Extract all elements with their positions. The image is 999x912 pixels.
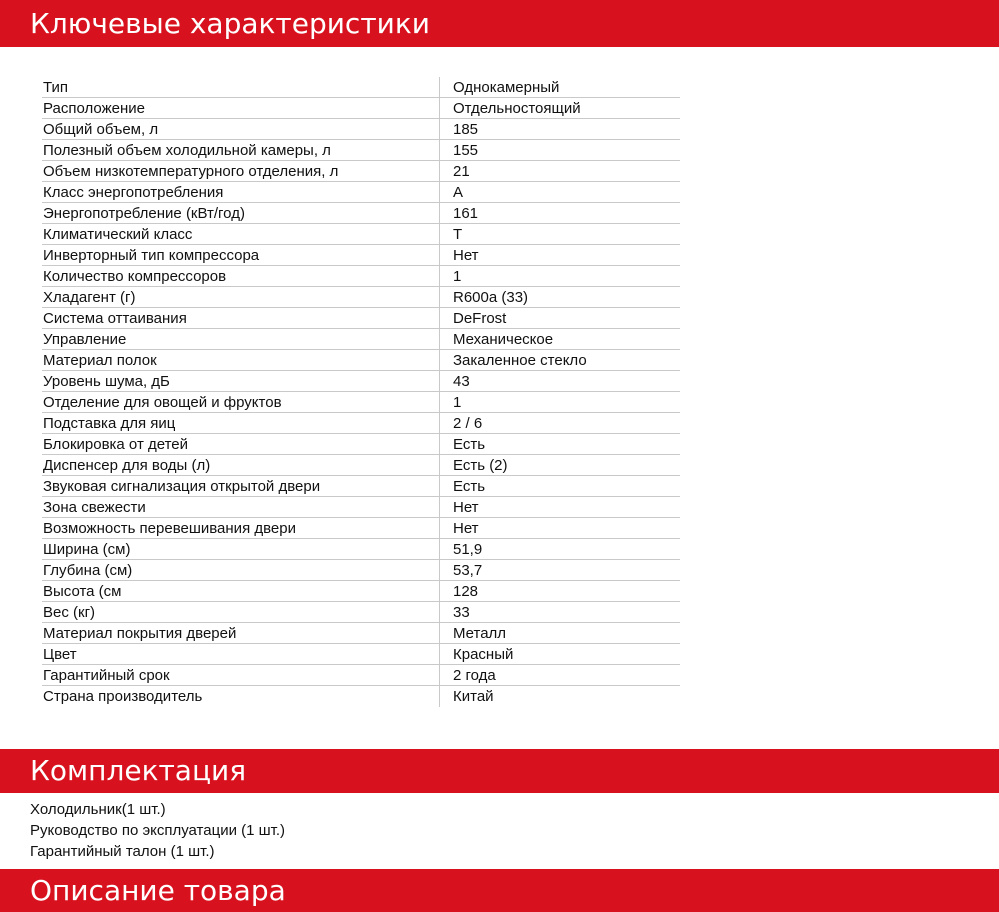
spec-label: Глубина (см) bbox=[42, 560, 439, 581]
spec-row bbox=[42, 413, 680, 434]
spec-value: 51,9 bbox=[439, 539, 680, 560]
spec-label: Страна производитель bbox=[43, 688, 203, 705]
spec-row bbox=[42, 581, 680, 602]
spec-value: DeFrost bbox=[439, 308, 680, 329]
spec-value: 155 bbox=[439, 140, 680, 161]
spec-label: Тип bbox=[42, 77, 439, 98]
spec-value: 161 bbox=[439, 203, 680, 224]
spec-row bbox=[42, 245, 680, 266]
spec-label: Инверторный тип компрессора bbox=[42, 245, 439, 266]
spec-value: R600a (33) bbox=[439, 287, 680, 308]
spec-label: Возможность перевешивания двери bbox=[42, 518, 439, 539]
spec-row bbox=[42, 602, 680, 623]
spec-label: Энергопотребление (кВт/год) bbox=[42, 203, 439, 224]
spec-row bbox=[42, 140, 680, 161]
spec-value: T bbox=[439, 224, 680, 245]
spec-label: Подставка для яиц bbox=[42, 413, 439, 434]
spec-row bbox=[42, 308, 680, 329]
spec-value: Нет bbox=[439, 245, 680, 266]
spec-label: Хладагент (г) bbox=[42, 287, 439, 308]
spec-row bbox=[42, 203, 680, 224]
spec-value: 53,7 bbox=[439, 560, 680, 581]
description-section-header bbox=[0, 869, 999, 912]
spec-value: 21 bbox=[439, 161, 680, 182]
spec-row bbox=[42, 434, 680, 455]
spec-row bbox=[42, 518, 680, 539]
spec-value: Китай bbox=[439, 686, 680, 707]
spec-label: Управление bbox=[42, 329, 439, 350]
specs-table bbox=[42, 77, 680, 707]
spec-row bbox=[42, 77, 680, 98]
spec-label: Звуковая сигнализация открытой двери bbox=[42, 476, 439, 497]
spec-value: 2 / 6 bbox=[439, 413, 680, 434]
spec-value: 43 bbox=[439, 371, 680, 392]
spec-label: Материал покрытия дверей bbox=[42, 623, 439, 644]
spec-value: 33 bbox=[439, 602, 680, 623]
spec-value: Однокамерный bbox=[439, 77, 680, 98]
spec-row bbox=[42, 224, 680, 245]
spec-label: Вес (кг) bbox=[42, 602, 439, 623]
spec-value: 2 года bbox=[439, 665, 680, 686]
spec-row bbox=[42, 350, 680, 371]
spec-row bbox=[42, 182, 680, 203]
spec-row bbox=[42, 371, 680, 392]
spec-value: Металл bbox=[439, 623, 680, 644]
spec-row bbox=[42, 686, 680, 707]
kit-section-header bbox=[0, 749, 999, 793]
spec-label: Класс энергопотребления bbox=[42, 182, 439, 203]
spec-label: Климатический класс bbox=[42, 224, 439, 245]
spec-value: Нет bbox=[439, 497, 680, 518]
spec-value: Есть (2) bbox=[439, 455, 680, 476]
spec-label: Блокировка от детей bbox=[42, 434, 439, 455]
spec-label: Гарантийный срок bbox=[42, 665, 439, 686]
kit-item: Гарантийный талон (1 шт.) bbox=[30, 843, 215, 860]
spec-label: Диспенсер для воды (л) bbox=[42, 455, 439, 476]
spec-value: Нет bbox=[439, 518, 680, 539]
spec-value: A bbox=[439, 182, 680, 203]
spec-label: Полезный объем холодильной камеры, л bbox=[42, 140, 439, 161]
spec-value: 1 bbox=[439, 266, 680, 287]
spec-value: 185 bbox=[439, 119, 680, 140]
spec-row bbox=[42, 161, 680, 182]
spec-row bbox=[42, 623, 680, 644]
spec-label: Зона свежести bbox=[42, 497, 439, 518]
spec-row bbox=[42, 119, 680, 140]
spec-value: Красный bbox=[439, 644, 680, 665]
spec-label: Количество компрессоров bbox=[42, 266, 439, 287]
spec-row bbox=[42, 644, 680, 665]
specs-section-title: Ключевые характеристики bbox=[30, 6, 430, 40]
spec-row bbox=[42, 476, 680, 497]
spec-label: Цвет bbox=[42, 644, 439, 665]
description-section-title: Описание товара bbox=[30, 873, 286, 907]
spec-label: Уровень шума, дБ bbox=[42, 371, 439, 392]
spec-label: Материал полок bbox=[42, 350, 439, 371]
spec-row bbox=[42, 266, 680, 287]
kit-item: Холодильник(1 шт.) bbox=[30, 801, 166, 818]
kit-item: Руководство по эксплуатации (1 шт.) bbox=[30, 822, 286, 839]
spec-label: Общий объем, л bbox=[42, 119, 439, 140]
spec-value: 128 bbox=[439, 581, 680, 602]
kit-section-title: Комплектация bbox=[30, 754, 247, 787]
spec-row bbox=[42, 392, 680, 413]
specs-section-header bbox=[0, 0, 999, 47]
spec-label: Высота (см bbox=[42, 581, 439, 602]
spec-label: Система оттаивания bbox=[42, 308, 439, 329]
spec-row bbox=[42, 98, 680, 119]
spec-label: Объем низкотемпературного отделения, л bbox=[42, 161, 439, 182]
spec-value: 1 bbox=[439, 392, 680, 413]
spec-value: Есть bbox=[439, 434, 680, 455]
spec-value: Закаленное стекло bbox=[439, 350, 680, 371]
spec-row bbox=[42, 665, 680, 686]
kit-list bbox=[30, 799, 285, 862]
spec-row bbox=[42, 497, 680, 518]
spec-value: Механическое bbox=[439, 329, 680, 350]
spec-value: Есть bbox=[439, 476, 680, 497]
spec-row bbox=[42, 287, 680, 308]
spec-label: Ширина (см) bbox=[42, 539, 439, 560]
spec-value: Отдельностоящий bbox=[439, 98, 680, 119]
spec-label: Отделение для овощей и фруктов bbox=[42, 392, 439, 413]
spec-row bbox=[42, 455, 680, 476]
spec-row bbox=[42, 539, 680, 560]
spec-label: Расположение bbox=[42, 98, 439, 119]
spec-row bbox=[42, 329, 680, 350]
spec-row bbox=[42, 560, 680, 581]
